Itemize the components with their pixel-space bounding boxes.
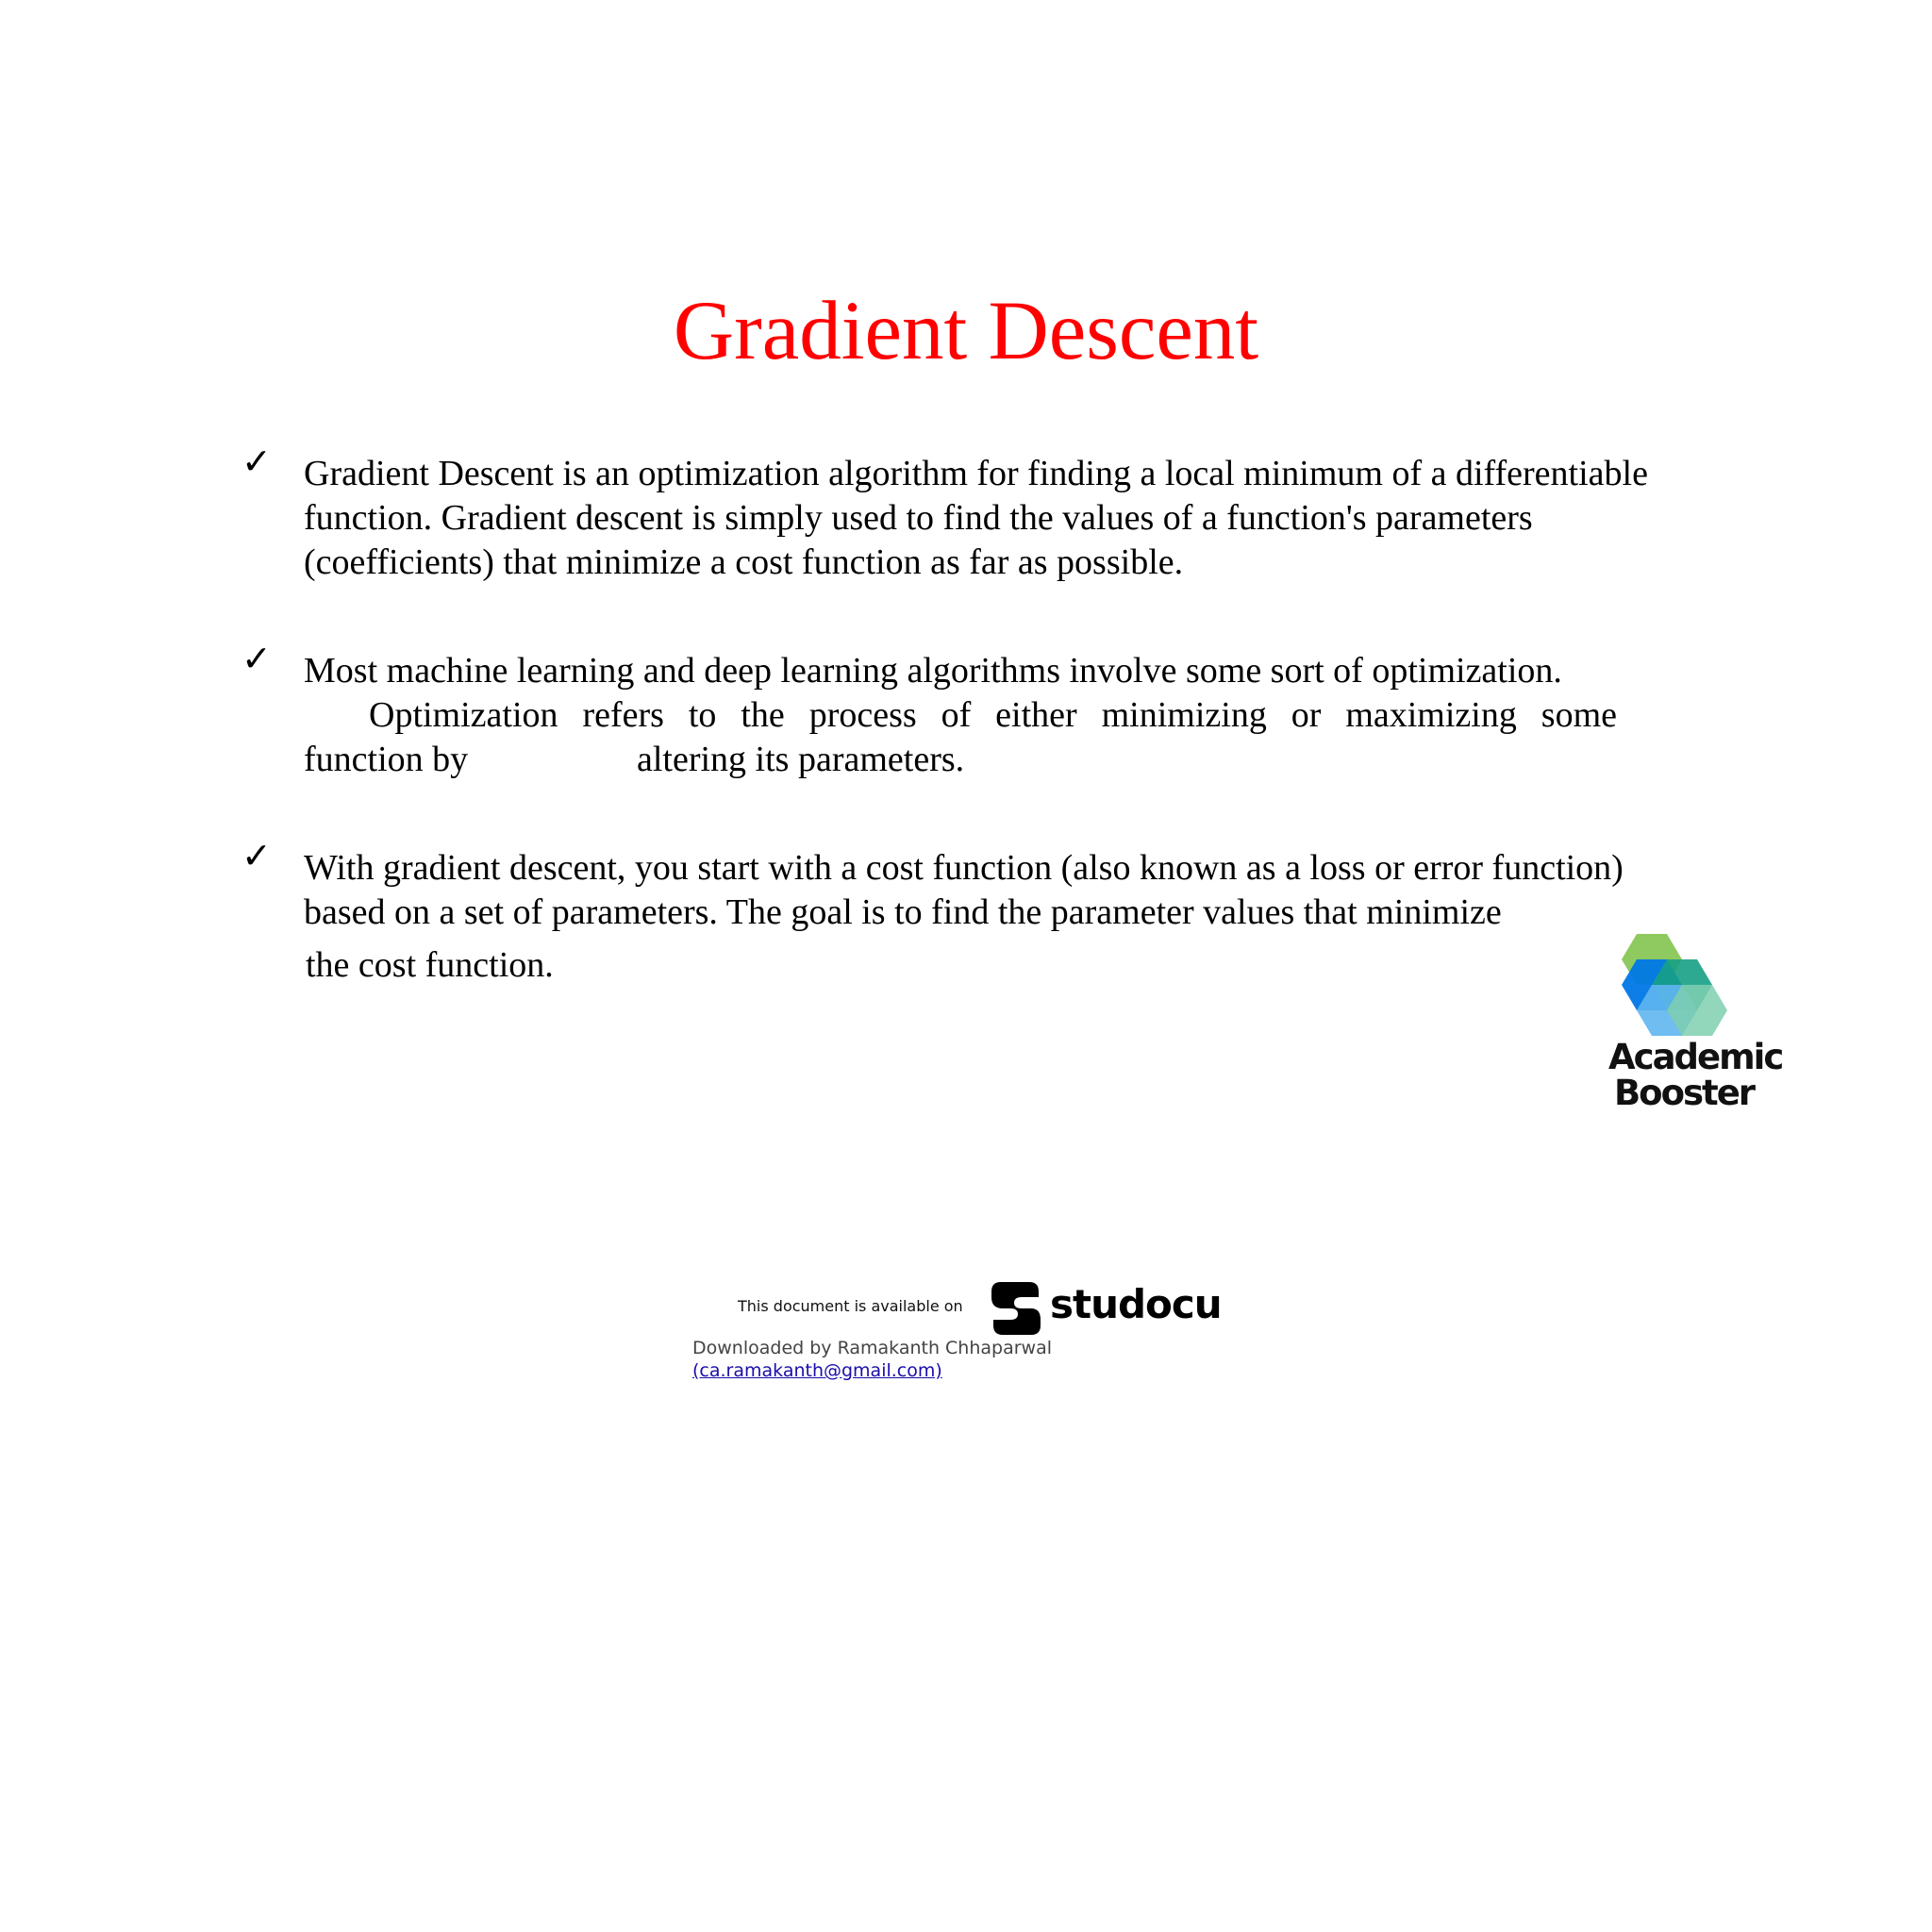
bullet-line: With gradient descent, you start with a cost function (also known as a loss or error function) [304,848,1624,888]
logo-text-line2: Booster [1613,1073,1755,1113]
studocu-logo-icon[interactable] [988,1278,1044,1337]
logo-text-line1: Academic [1608,1037,1783,1077]
justified-word: or [1291,695,1322,735]
justified-word: process [808,695,917,735]
page-title: Gradient Descent [673,285,1259,377]
downloaded-by: Downloaded by Ramakanth Chhaparwal [692,1338,1053,1358]
studocu-brand[interactable]: studocu [1050,1281,1222,1327]
justified-word: maximizing [1345,695,1517,735]
bullet-line: altering its parameters. [637,740,965,779]
justified-words [369,697,1617,733]
academic-booster-logo [1608,934,1783,1123]
email-link[interactable]: (ca.ramakanth@gmail.com) [692,1360,942,1381]
bullet-line: (coefficients) that minimize a cost function as far as possible. [304,542,1184,582]
justified-word: either [995,695,1077,735]
check-mark-icon: ✓ [242,441,272,482]
academic-booster-hexagon-logo [1608,934,1759,1038]
bullet-line: function. Gradient descent is simply used to find the values of a function's parameters [304,498,1533,538]
check-mark-icon: ✓ [242,835,272,876]
bullet-line: Most machine learning and deep learning algorithms involve some sort of optimization. [304,651,1562,691]
bullet-line: the cost function. [306,945,554,985]
availability-note: This document is available on [738,1297,963,1315]
bullet-line: based on a set of parameters. The goal is to find the parameter values that minimize [304,892,1502,932]
check-mark-icon: ✓ [242,638,272,679]
bullet-line-justified [369,697,1617,733]
justified-word: Optimization [369,695,558,735]
justified-word: refers [582,695,664,735]
bullet-line: Gradient Descent is an optimization algorithm for finding a local minimum of a differentiable [304,454,1648,493]
justified-word: the [741,695,785,735]
justified-word: minimizing [1101,695,1267,735]
justified-word: of [941,695,972,735]
justified-word: to [688,695,717,735]
bullet-line: function by [304,740,469,779]
justified-word: some [1541,695,1617,735]
